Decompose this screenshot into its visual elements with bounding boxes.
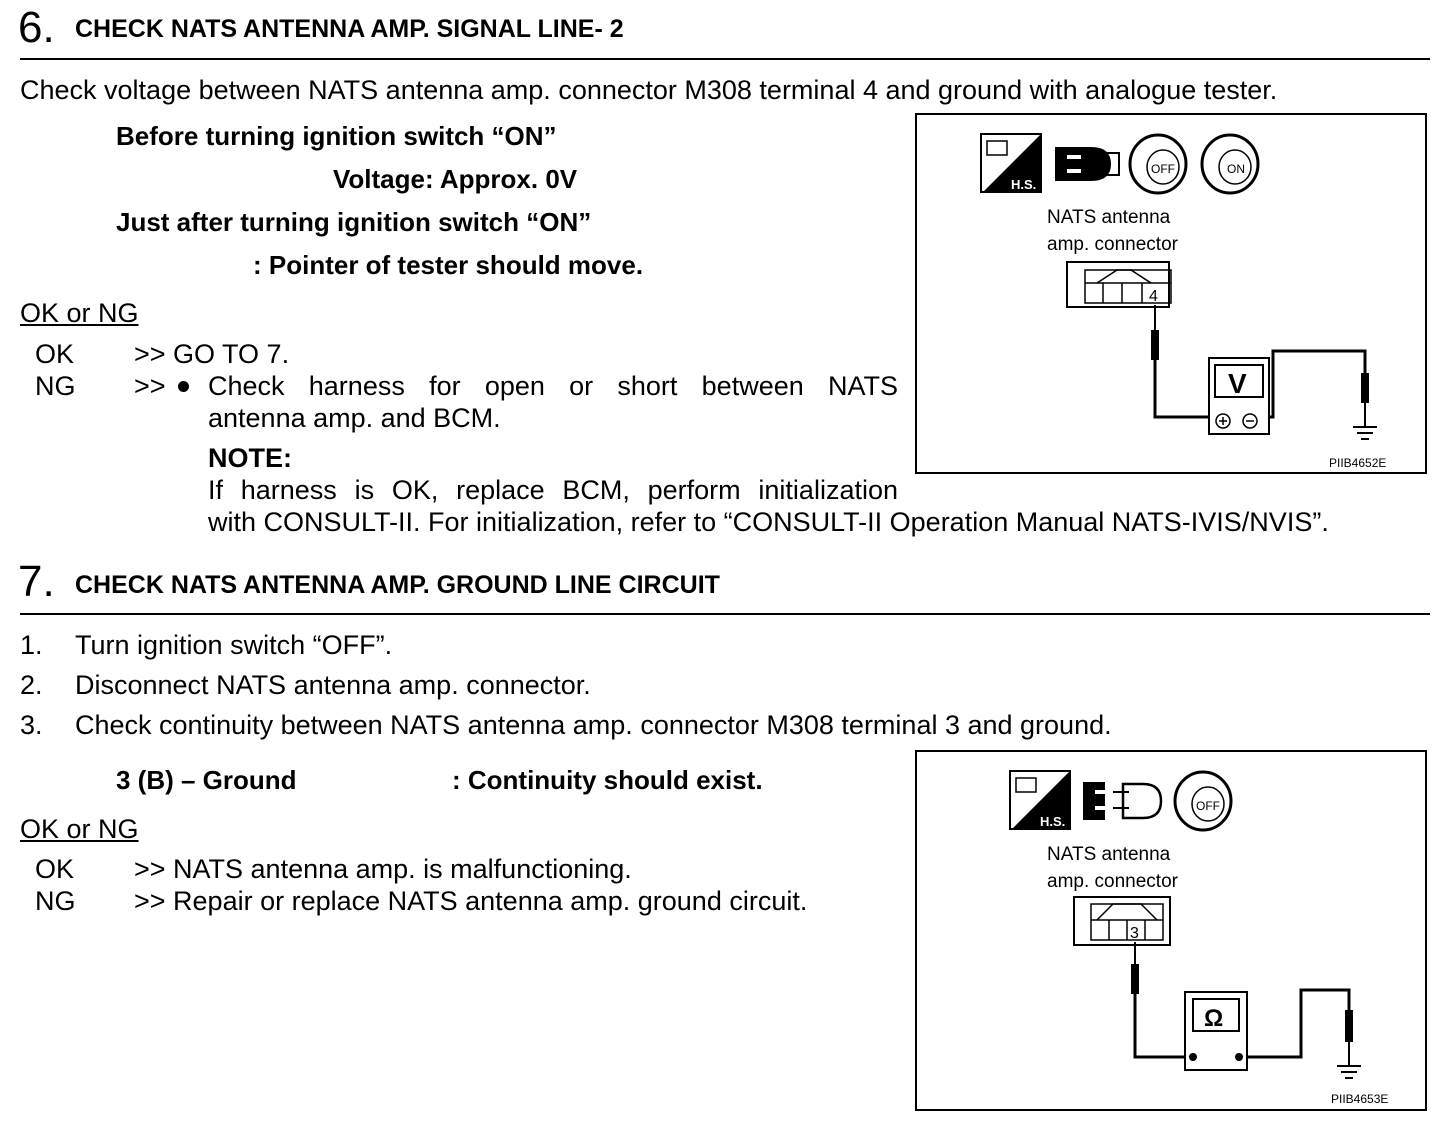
figure-continuity-diagram bbox=[917, 752, 1425, 1109]
step-1-num: 1. bbox=[20, 630, 43, 660]
condition-before-on: Before turning ignition switch “ON” bbox=[116, 121, 557, 151]
figure-code: PIIB4653E bbox=[1331, 1092, 1389, 1106]
antenna-amp-connector bbox=[1074, 897, 1170, 945]
ng-line-1: Check harness for open or short between NATS bbox=[208, 371, 898, 401]
ng-key: NG bbox=[35, 371, 76, 401]
connector-icon bbox=[1055, 147, 1119, 181]
probe-terminal bbox=[1131, 964, 1139, 994]
ok-or-ng-label-7: OK or NG bbox=[20, 814, 139, 844]
ok-action: >> GO TO 7. bbox=[134, 339, 290, 369]
svg-text:Ω: Ω bbox=[1204, 1005, 1224, 1032]
hs-icon bbox=[1010, 771, 1070, 829]
ignition-off-icon bbox=[1130, 135, 1186, 193]
bullet bbox=[178, 381, 189, 392]
step-2-num: 2. bbox=[20, 670, 43, 700]
section-6-intro: Check voltage between NATS antenna amp. connector M308 terminal 4 and ground with analogue tester. bbox=[20, 75, 1278, 105]
ng-key-7: NG bbox=[35, 886, 76, 916]
disconnected-connector-icon bbox=[1083, 782, 1161, 820]
ohmmeter bbox=[1185, 992, 1247, 1070]
section-6-rule bbox=[20, 58, 1430, 60]
section-7-title: CHECK NATS ANTENNA AMP. GROUND LINE CIRCUIT bbox=[75, 571, 720, 599]
hs-icon bbox=[981, 134, 1041, 192]
ok-key: OK bbox=[35, 339, 75, 369]
figure-voltage-diagram bbox=[917, 115, 1425, 472]
probe-ground bbox=[1361, 373, 1369, 403]
ground-symbol bbox=[1337, 1066, 1361, 1078]
spec-value: : Continuity should exist. bbox=[452, 765, 763, 795]
step-3-text: Check continuity between NATS antenna amp. connector M308 terminal 3 and ground. bbox=[75, 710, 1112, 740]
ok-or-ng-label: OK or NG bbox=[20, 298, 139, 328]
note-line-1: If harness is OK, replace BCM, perform initialization bbox=[208, 475, 898, 505]
ground-symbol bbox=[1353, 427, 1377, 439]
ignition-on-icon bbox=[1202, 135, 1258, 193]
section-7-rule bbox=[20, 613, 1430, 615]
voltage-spec: Voltage: Approx. 0V bbox=[333, 164, 578, 194]
svg-text:V: V bbox=[1228, 368, 1247, 399]
note-line-2: with CONSULT-II. For initialization, refer to “CONSULT-II Operation Manual NATS-IVIS/NVIS”. bbox=[208, 507, 1329, 537]
probe-positive bbox=[1151, 330, 1159, 360]
connector-label-2: amp. connector bbox=[1047, 871, 1178, 892]
ok-key-7: OK bbox=[35, 854, 75, 884]
svg-text:3: 3 bbox=[1130, 925, 1139, 942]
ng-line-2: antenna amp. and BCM. bbox=[208, 403, 501, 433]
pointer-spec: : Pointer of tester should move. bbox=[253, 250, 644, 280]
ng-arrow: >> bbox=[134, 371, 166, 401]
condition-after-on: Just after turning ignition switch “ON” bbox=[116, 207, 592, 237]
step-2-text: Disconnect NATS antenna amp. connector. bbox=[75, 670, 591, 700]
probe-ground bbox=[1345, 1010, 1353, 1042]
svg-text:4: 4 bbox=[1149, 288, 1158, 305]
note-label: NOTE: bbox=[208, 443, 292, 473]
figure-voltage-check bbox=[915, 113, 1427, 474]
svg-text:OFF: OFF bbox=[1151, 162, 1175, 176]
svg-text:OFF: OFF bbox=[1196, 799, 1220, 813]
ok-action-7: >> NATS antenna amp. is malfunctioning. bbox=[134, 854, 632, 884]
voltmeter bbox=[1209, 358, 1269, 434]
step-3-num: 3. bbox=[20, 710, 43, 740]
connector-label-2: amp. connector bbox=[1047, 234, 1178, 255]
svg-text:H.S.: H.S. bbox=[1011, 177, 1037, 192]
ng-action-7: >> Repair or replace NATS antenna amp. ground circuit. bbox=[134, 886, 808, 916]
figure-continuity-check bbox=[915, 750, 1427, 1111]
ignition-off-icon bbox=[1175, 772, 1231, 830]
figure-code: PIIB4652E bbox=[1329, 456, 1387, 470]
section-7-number: 7. bbox=[18, 557, 55, 606]
svg-text:ON: ON bbox=[1227, 162, 1245, 176]
section-6-number: 6. bbox=[18, 3, 55, 52]
connector-label-1: NATS antenna bbox=[1047, 844, 1171, 865]
section-6-title: CHECK NATS ANTENNA AMP. SIGNAL LINE- 2 bbox=[75, 15, 624, 43]
step-1-text: Turn ignition switch “OFF”. bbox=[75, 630, 393, 660]
spec-label: 3 (B) – Ground bbox=[116, 765, 297, 795]
connector-label-1: NATS antenna bbox=[1047, 207, 1171, 228]
svg-text:H.S.: H.S. bbox=[1040, 814, 1066, 829]
antenna-amp-connector bbox=[1067, 262, 1171, 307]
